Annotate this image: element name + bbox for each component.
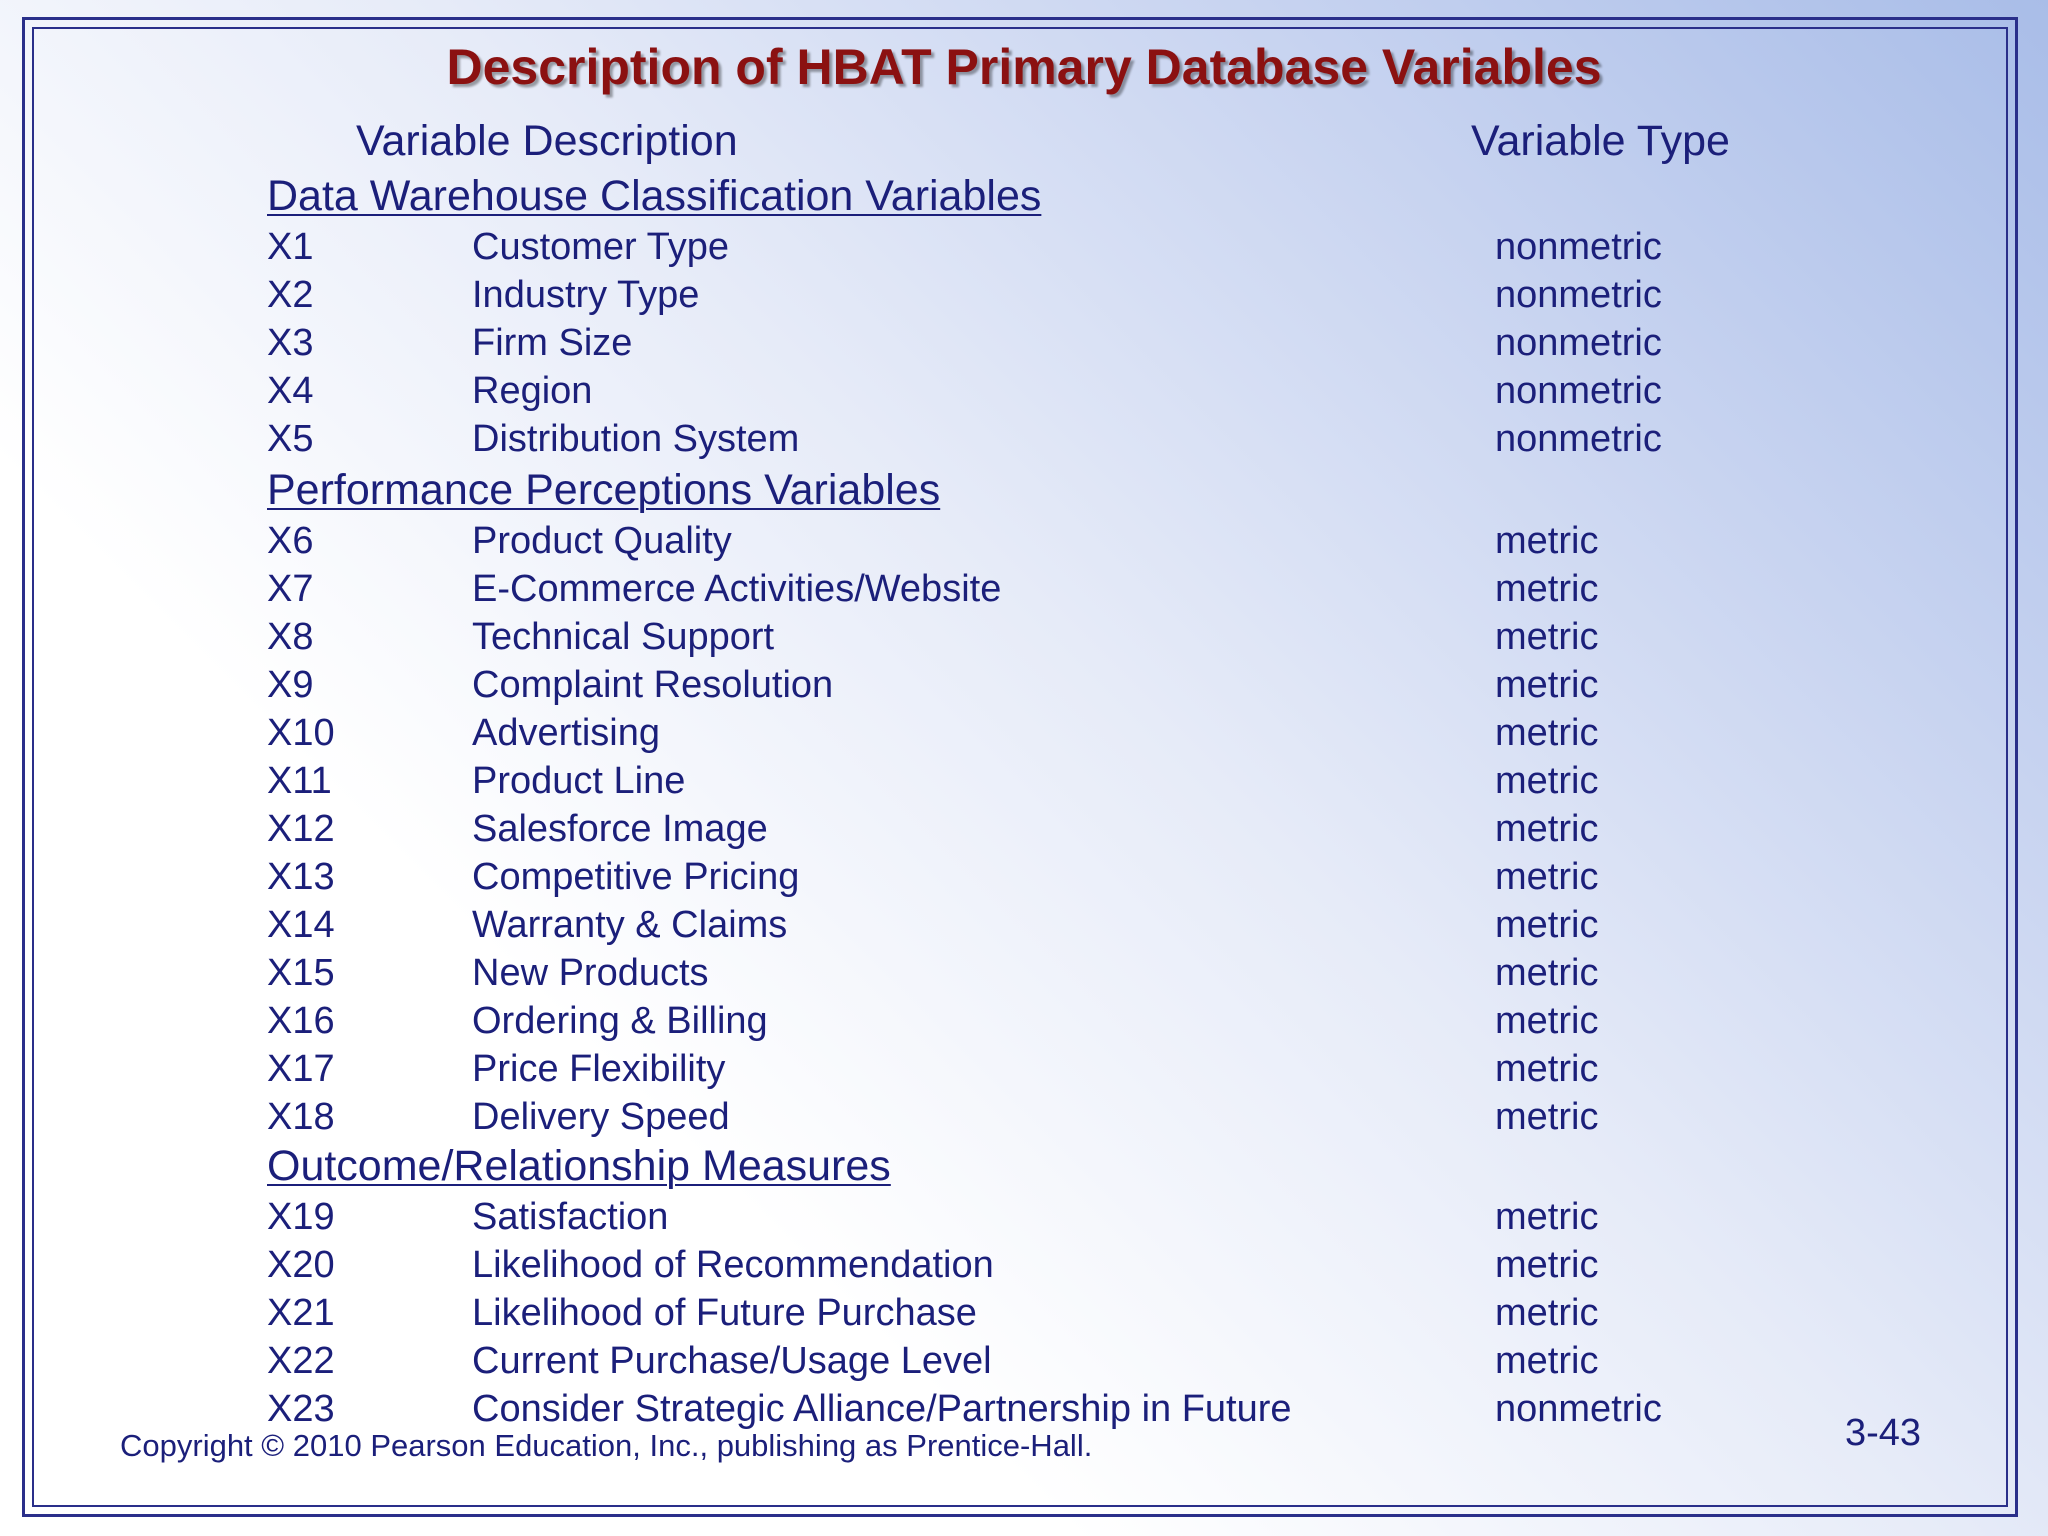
variable-type: nonmetric <box>1495 370 1662 412</box>
table-row <box>0 1048 2048 1096</box>
variable-description: Distribution System <box>472 418 800 460</box>
variable-code: X18 <box>267 1096 335 1138</box>
table-row <box>0 1340 2048 1388</box>
variable-code: X11 <box>267 760 332 802</box>
table-row <box>0 226 2048 274</box>
section-heading-outcome: Outcome/Relationship Measures <box>267 1142 891 1190</box>
variable-code: X3 <box>267 322 314 364</box>
page-number: 3-43 <box>1845 1412 1922 1454</box>
section-heading-classification: Data Warehouse Classification Variables <box>267 172 1042 220</box>
variable-type: metric <box>1495 520 1599 562</box>
variable-type: metric <box>1495 664 1599 706</box>
variable-description: Competitive Pricing <box>472 856 800 898</box>
variable-description: Delivery Speed <box>472 1096 730 1138</box>
table-row <box>0 664 2048 712</box>
variable-type: metric <box>1495 1292 1599 1334</box>
variable-code: X5 <box>267 418 314 460</box>
variable-code: X1 <box>267 226 314 268</box>
variable-type: metric <box>1495 616 1599 658</box>
variable-code: X9 <box>267 664 314 706</box>
table-row <box>0 856 2048 904</box>
variable-type: metric <box>1495 1196 1599 1238</box>
variable-description: Salesforce Image <box>472 808 768 850</box>
table-row <box>0 904 2048 952</box>
variable-description: Price Flexibility <box>472 1048 726 1090</box>
variable-description: E-Commerce Activities/Website <box>472 568 1002 610</box>
variable-description: Current Purchase/Usage Level <box>472 1340 992 1382</box>
copyright-notice: Copyright © 2010 Pearson Education, Inc., publishing as Prentice-Hall. <box>120 1428 1093 1463</box>
variable-description: New Products <box>472 952 709 994</box>
variable-type: metric <box>1495 568 1599 610</box>
table-row <box>0 760 2048 808</box>
table-row <box>0 1000 2048 1048</box>
variable-description: Complaint Resolution <box>472 664 834 706</box>
variable-type: metric <box>1495 1244 1599 1286</box>
variable-type: metric <box>1495 712 1599 754</box>
variable-code: X17 <box>267 1048 335 1090</box>
table-row <box>0 418 2048 466</box>
table-row <box>0 370 2048 418</box>
table-row <box>0 712 2048 760</box>
variable-code: X2 <box>267 274 314 316</box>
table-row <box>0 322 2048 370</box>
variable-description: Satisfaction <box>472 1196 669 1238</box>
variable-code: X10 <box>267 712 335 754</box>
variable-description: Ordering & Billing <box>472 1000 768 1042</box>
variable-code: X12 <box>267 808 335 850</box>
table-row <box>0 1244 2048 1292</box>
variable-code: X6 <box>267 520 314 562</box>
variable-description: Advertising <box>472 712 660 754</box>
variable-type: nonmetric <box>1495 418 1662 460</box>
table-row <box>0 1096 2048 1144</box>
variable-type: metric <box>1495 760 1599 802</box>
table-row <box>0 952 2048 1000</box>
variable-description: Likelihood of Future Purchase <box>472 1292 977 1334</box>
table-row <box>0 616 2048 664</box>
variable-description: Region <box>472 370 593 412</box>
variable-type: metric <box>1495 1096 1599 1138</box>
variable-code: X4 <box>267 370 314 412</box>
variable-code: X23 <box>267 1388 335 1430</box>
section-heading-performance: Performance Perceptions Variables <box>267 466 941 514</box>
variable-description: Warranty & Claims <box>472 904 788 946</box>
variable-type: metric <box>1495 904 1599 946</box>
variable-code: X22 <box>267 1340 335 1382</box>
variable-type: nonmetric <box>1495 1388 1662 1430</box>
table-row <box>0 808 2048 856</box>
variable-code: X20 <box>267 1244 335 1286</box>
variable-description: Likelihood of Recommendation <box>472 1244 994 1286</box>
variable-code: X8 <box>267 616 314 658</box>
variable-type: nonmetric <box>1495 226 1662 268</box>
variable-code: X15 <box>267 952 335 994</box>
variable-description: Customer Type <box>472 226 729 268</box>
variable-type: metric <box>1495 1340 1599 1382</box>
column-header-description: Variable Description <box>356 117 738 165</box>
variable-code: X21 <box>267 1292 335 1334</box>
variable-code: X14 <box>267 904 335 946</box>
table-row <box>0 1196 2048 1244</box>
variable-description: Firm Size <box>472 322 633 364</box>
table-row <box>0 520 2048 568</box>
variable-type: metric <box>1495 1000 1599 1042</box>
variable-description: Consider Strategic Alliance/Partnership in Future <box>472 1388 1292 1430</box>
table-row <box>0 568 2048 616</box>
variable-type: metric <box>1495 856 1599 898</box>
variable-code: X19 <box>267 1196 335 1238</box>
variable-type: nonmetric <box>1495 322 1662 364</box>
variable-type: nonmetric <box>1495 274 1662 316</box>
column-header-type: Variable Type <box>1471 117 1730 165</box>
variable-description: Industry Type <box>472 274 700 316</box>
variable-type: metric <box>1495 808 1599 850</box>
variable-code: X16 <box>267 1000 335 1042</box>
variable-type: metric <box>1495 1048 1599 1090</box>
variable-type: metric <box>1495 952 1599 994</box>
variable-description: Technical Support <box>472 616 775 658</box>
variable-description: Product Quality <box>472 520 732 562</box>
variable-code: X13 <box>267 856 335 898</box>
table-row <box>0 274 2048 322</box>
variable-description: Product Line <box>472 760 686 802</box>
slide-title: Description of HBAT Primary Database Variables <box>446 39 1602 95</box>
variable-code: X7 <box>267 568 314 610</box>
table-row <box>0 1292 2048 1340</box>
